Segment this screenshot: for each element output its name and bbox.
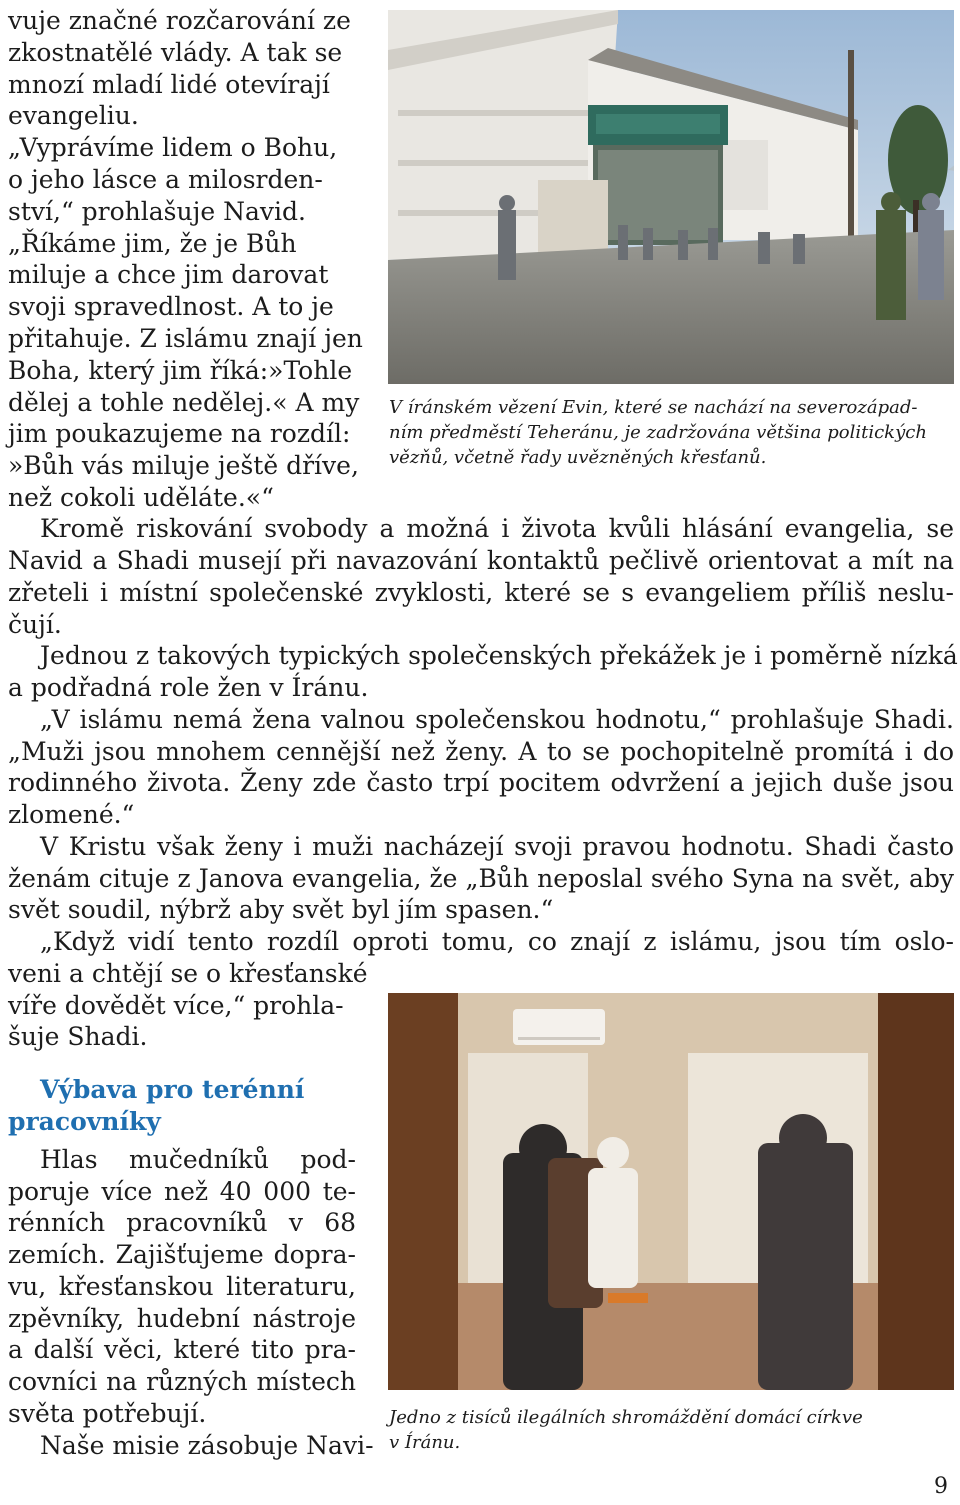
sidebar-heading: Výbava pro terénní bbox=[40, 1075, 305, 1104]
house-church-photo bbox=[388, 993, 954, 1390]
text-line: zřeteli i místní společenské zvyklosti, které se s evangeliem příliš neslu- bbox=[8, 578, 954, 607]
text-line: a podřadná role žen v Íránu. bbox=[8, 673, 369, 702]
text-line: víře dovědět více,“ prohla- bbox=[8, 991, 344, 1020]
text-line: Navid a Shadi musejí při navazování kontaktů pečlivě orientovat a mít na bbox=[8, 546, 954, 575]
text-line: Kromě riskování svobody a možná i života kvůli hlásání evangelia, se bbox=[40, 514, 954, 543]
text-line: ženám cituje z Janova evangelia, že „Bůh neposlal svého Syna na svět, aby bbox=[8, 864, 954, 893]
text-line: mnozí mladí lidé otevírají bbox=[8, 70, 330, 99]
text-line: o jeho lásce a milosrden- bbox=[8, 165, 323, 194]
text-line: Naše misie zásobuje Navi- bbox=[40, 1431, 374, 1460]
text-line: zemích. Zajišťujeme dopra- bbox=[8, 1240, 356, 1269]
text-line: vuje značné rozčarování ze bbox=[8, 6, 351, 35]
text-line: V Kristu však ženy i muži nacházejí svoji pravou hodnotu. Shadi často bbox=[40, 832, 954, 861]
text-line: světa potřebují. bbox=[8, 1399, 207, 1428]
text-line: rénních pracovníků v 68 bbox=[8, 1208, 356, 1237]
text-line: svět soudil, nýbrž aby svět byl jím spasen.“ bbox=[8, 895, 554, 924]
caption-line: vězňů, včetně řady uvězněných křesťanů. bbox=[389, 447, 767, 468]
caption-line: Jedno z tisíců ilegálních shromáždění domácí církve bbox=[389, 1407, 863, 1428]
caption-line: v Íránu. bbox=[389, 1432, 461, 1453]
text-line: dělej a tohle nedělej.« A my bbox=[8, 388, 360, 417]
text-line: čují. bbox=[8, 610, 62, 639]
text-line: „Muži jsou mnohem cennější než ženy. A to se pochopitelně promítá i do bbox=[8, 737, 954, 766]
evin-prison-photo bbox=[388, 10, 954, 384]
text-line: zkostnatělé vlády. A tak se bbox=[8, 38, 343, 67]
text-line: šuje Shadi. bbox=[8, 1022, 148, 1051]
text-line: Hlas mučedníků pod- bbox=[40, 1145, 356, 1174]
text-line: Jednou z takových typických společenských překážek je i poměrně nízká bbox=[40, 641, 958, 670]
text-line: jim poukazujeme na rozdíl: bbox=[8, 419, 351, 448]
text-line: evangeliu. bbox=[8, 101, 139, 130]
prison-photo-illustration bbox=[388, 10, 954, 384]
text-line: zpěvníky, hudební nástroje bbox=[8, 1304, 356, 1333]
text-line: zlomené.“ bbox=[8, 800, 135, 829]
caption-line: V íránském vězení Evin, které se nachází na severozápad- bbox=[389, 397, 918, 418]
text-line: ství,“ prohlašuje Navid. bbox=[8, 197, 306, 226]
text-line: přitahuje. Z islámu znají jen bbox=[8, 324, 363, 353]
page-number: 9 bbox=[934, 1474, 948, 1499]
text-line: vu, křesťanskou literaturu, bbox=[8, 1272, 356, 1301]
text-line: rodinného života. Ženy zde často trpí pocitem odvržení a jejich duše jsou bbox=[8, 768, 954, 797]
text-line: »Bůh vás miluje ještě dříve, bbox=[8, 451, 359, 480]
sidebar-heading: pracovníky bbox=[8, 1107, 161, 1136]
text-line: „Vyprávíme lidem o Bohu, bbox=[8, 133, 338, 162]
house-church-illustration bbox=[388, 993, 954, 1390]
text-line: a další věci, které tito pra- bbox=[8, 1335, 356, 1364]
text-line: Boha, který jim říká:»Tohle bbox=[8, 356, 353, 385]
text-line: svoji spravedlnost. A to je bbox=[8, 292, 334, 321]
text-line: covníci na různých místech bbox=[8, 1367, 356, 1396]
text-line: „Když vidí tento rozdíl oproti tomu, co znají z islámu, jsou tím oslo- bbox=[40, 927, 954, 956]
text-line: miluje a chce jim darovat bbox=[8, 260, 329, 289]
caption-line: ním předměstí Teheránu, je zadržována většina politických bbox=[389, 422, 927, 443]
text-line: „V islámu nemá žena valnou společenskou hodnotu,“ prohlašuje Shadi. bbox=[40, 705, 954, 734]
text-line: „Říkáme jim, že je Bůh bbox=[8, 229, 297, 258]
text-line: veni a chtějí se o křesťanské bbox=[8, 959, 368, 988]
text-line: než cokoli uděláte.«“ bbox=[8, 483, 274, 512]
text-line: poruje více než 40 000 te- bbox=[8, 1177, 356, 1206]
